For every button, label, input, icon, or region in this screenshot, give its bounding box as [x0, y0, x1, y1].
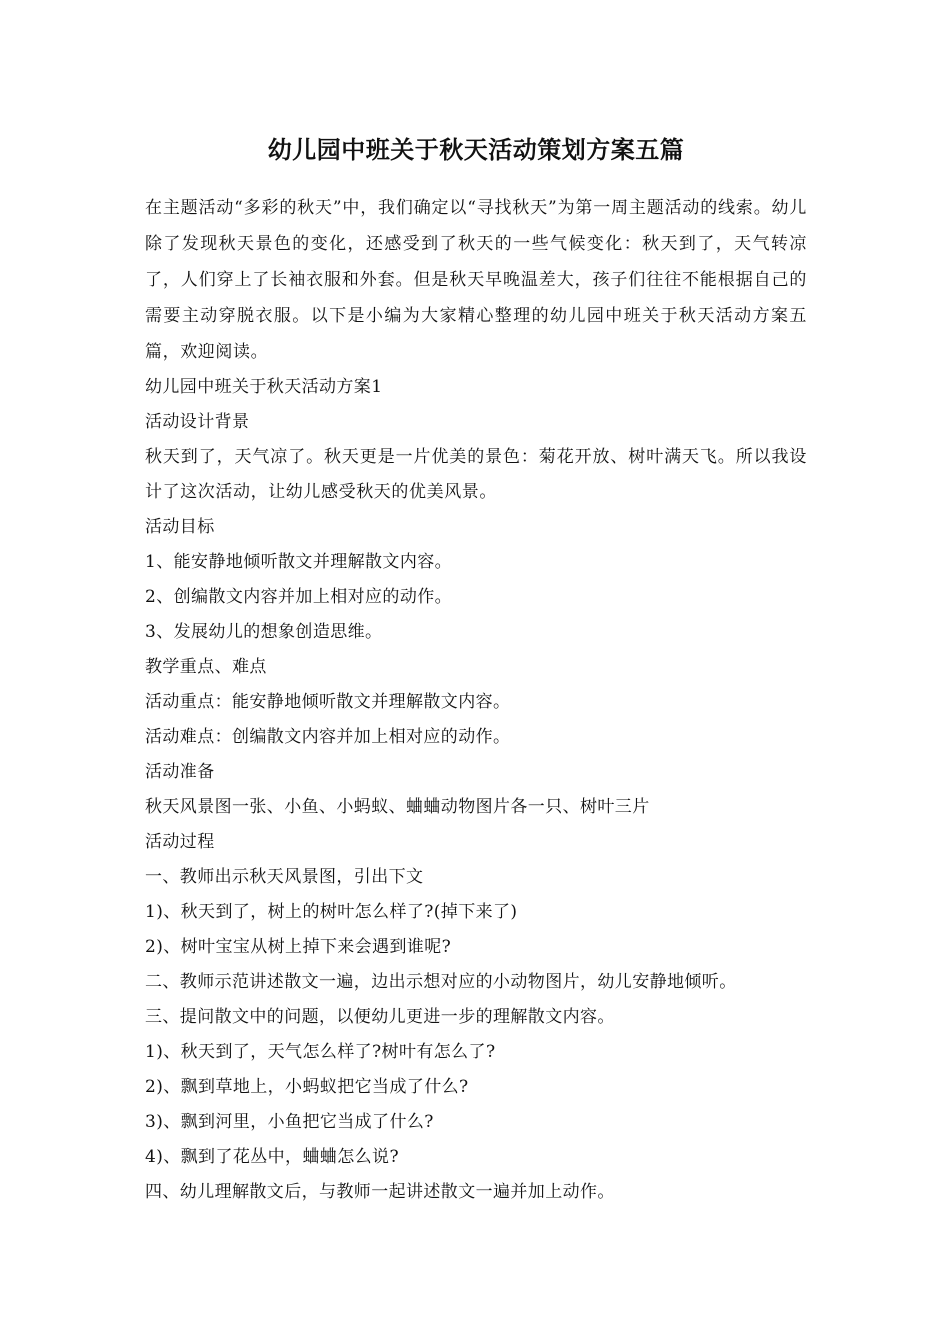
- section-heading-process: 活动过程: [145, 832, 215, 852]
- intro-paragraph: 在主题活动“多彩的秋天”中，我们确定以“寻找秋天”为第一周主题活动的线索。幼儿除了发现秋天景色的变化，还感受到了秋天的一些气候变化：秋天到了，天气转凉了，人们穿上了长袖衣服和外套。但是秋天早晚温差大，孩子们往往不能根据自己的需要主动穿脱衣服。以下是小编为大家精心整理的幼儿园中班关于秋天活动方案五篇，欢迎阅读。: [145, 198, 807, 362]
- goal-item: 1、能安静地倾听散文并理解散文内容。: [145, 552, 453, 572]
- process-step: 1)、秋天到了，天气怎么样了?树叶有怎么了?: [145, 1042, 496, 1062]
- process-step: 四、幼儿理解散文后，与教师一起讲述散文一遍并加上动作。: [145, 1182, 615, 1202]
- section-heading-goals: 活动目标: [145, 517, 215, 537]
- section-heading-key-points: 教学重点、难点: [145, 657, 267, 677]
- process-step: 三、提问散文中的问题，以便幼儿更进一步的理解散文内容。: [145, 1007, 615, 1027]
- goal-item: 2、创编散文内容并加上相对应的动作。: [145, 587, 453, 607]
- process-step: 1)、秋天到了，树上的树叶怎么样了?(掉下来了): [145, 902, 518, 922]
- section-heading-preparation: 活动准备: [145, 762, 215, 782]
- process-step: 2)、树叶宝宝从树上掉下来会遇到谁呢?: [145, 937, 452, 957]
- difficulty-line: 活动难点：创编散文内容并加上相对应的动作。: [145, 727, 511, 747]
- document-body: [145, 128, 807, 1210]
- preparation-line: 秋天风景图一张、小鱼、小蚂蚁、蛐蛐动物图片各一只、树叶三片: [145, 797, 650, 817]
- process-step: 4)、飘到了花丛中，蛐蛐怎么说?: [145, 1147, 399, 1167]
- process-step: 2)、飘到草地上，小蚂蚁把它当成了什么?: [145, 1077, 469, 1097]
- process-step: 一、教师出示秋天风景图，引出下文: [145, 867, 424, 887]
- plan-heading: 幼儿园中班关于秋天活动方案1: [145, 377, 383, 397]
- process-step: 二、教师示范讲述散文一遍，边出示想对应的小动物图片，幼儿安静地倾听。: [145, 972, 737, 992]
- key-point-line: 活动重点：能安静地倾听散文并理解散文内容。: [145, 692, 511, 712]
- goal-item: 3、发展幼儿的想象创造思维。: [145, 622, 383, 642]
- background-paragraph: 秋天到了，天气凉了。秋天更是一片优美的景色：菊花开放、树叶满天飞。所以我设计了这次活动，让幼儿感受秋天的优美风景。: [145, 447, 807, 502]
- section-heading-background: 活动设计背景: [145, 412, 250, 432]
- document-title: 幼儿园中班关于秋天活动策划方案五篇: [267, 136, 685, 164]
- process-step: 3)、飘到河里，小鱼把它当成了什么?: [145, 1112, 434, 1132]
